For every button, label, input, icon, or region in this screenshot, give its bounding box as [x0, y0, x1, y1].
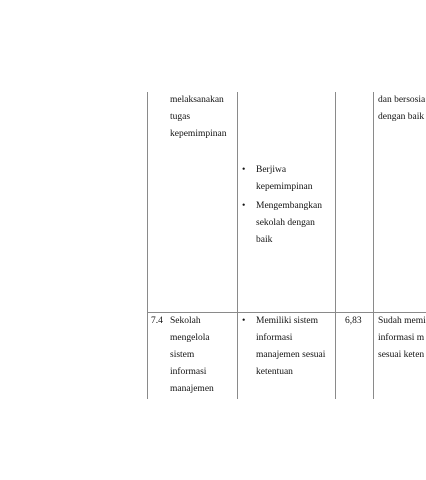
criteria-line: Memiliki sistem	[256, 316, 319, 326]
row2-score: 6,83	[345, 316, 362, 326]
criteria-item	[241, 313, 325, 381]
criteria-item	[241, 198, 322, 249]
row2-description-cell	[378, 313, 426, 364]
row1-indicator-line: melaksanakan	[170, 95, 224, 105]
row2-description-line: sesuai keten	[378, 350, 425, 360]
row2-indicator-line: Sekolah	[170, 316, 201, 326]
row2-indicator-line: manajemen	[170, 384, 214, 394]
criteria-line: informasi	[256, 333, 293, 343]
row2-description-line: informasi m	[378, 333, 425, 343]
row2-indicator-cell	[170, 313, 214, 398]
bullet-icon: •	[242, 316, 246, 326]
criteria-item	[241, 162, 322, 196]
row1-description-line: dengan baik	[378, 112, 425, 122]
criteria-line: sekolah dengan	[256, 218, 315, 228]
table-border-left	[147, 92, 148, 399]
criteria-line: manajemen sesuai	[256, 350, 326, 360]
criteria-line: ketentuan	[256, 367, 293, 377]
table-border-col4	[373, 92, 374, 399]
criteria-line: kepemimpinan	[256, 182, 313, 192]
table-border-col2	[237, 92, 238, 399]
row2-indicator-line: sistem	[170, 350, 195, 360]
row2-number: 7.4	[151, 316, 163, 326]
row1-criteria-list	[241, 162, 322, 249]
row2-criteria-list	[241, 313, 325, 381]
criteria-line: baik	[256, 235, 273, 245]
table-border-col3	[335, 92, 336, 399]
row1-indicator-line: tugas	[170, 112, 191, 122]
bullet-icon: •	[242, 165, 246, 175]
criteria-line: Mengembangkan	[256, 201, 322, 211]
row2-description-line: Sudah memi	[378, 316, 426, 326]
row1-description-cell	[378, 92, 426, 126]
row1-description-line: dan bersosia	[378, 95, 426, 105]
row2-indicator-line: mengelola	[170, 333, 210, 343]
criteria-line: Berjiwa	[256, 165, 287, 175]
row2-indicator-line: informasi	[170, 367, 207, 377]
row1-indicator-line: kepemimpinan	[170, 129, 227, 139]
row1-indicator-cell	[170, 92, 226, 143]
bullet-icon: •	[242, 201, 246, 211]
